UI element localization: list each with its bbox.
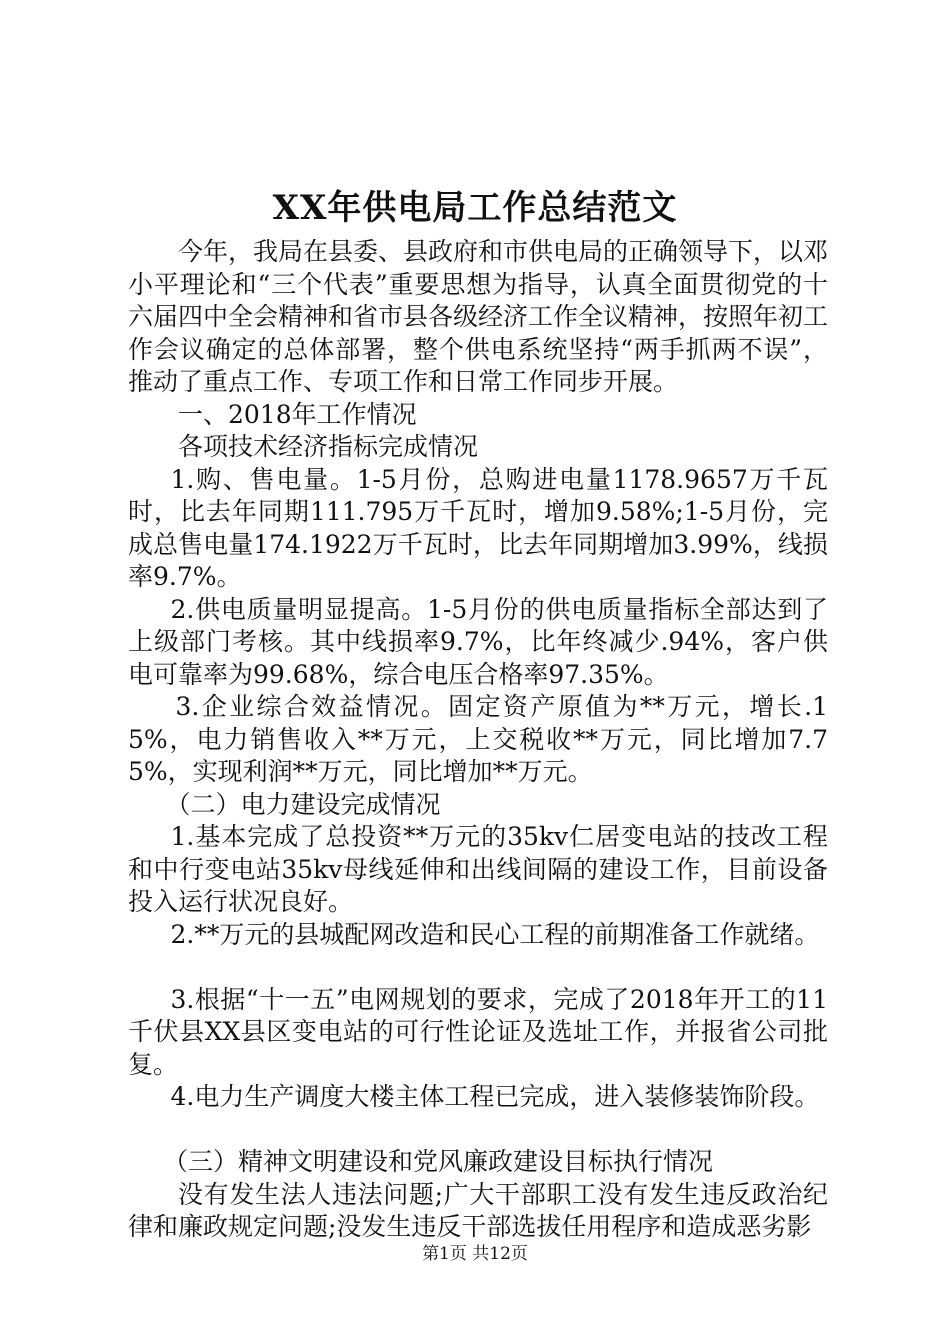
section-heading-work-status: 一、2018年工作情况 bbox=[178, 399, 417, 429]
subsection-heading-indicators: 各项技术经济指标完成情况 bbox=[178, 432, 479, 461]
document-title: XX年供电局工作总结范文 bbox=[272, 188, 678, 228]
paragraph-supply-quality: 2.供电质量明显提高。1-5月份的供电质量指标全部达到了上级部门考核。其中线损率9.7%，比年终减少.94%，客户供电可靠率为99.68%，综合电压合格率97.35%。 bbox=[128, 594, 828, 689]
paragraph-construction-item-1: 1.基本完成了总投资**万元的35kv仁居变电站的技改工程和中行变电站35kv母线延伸和出线间隔的建设工作，目前设备投入运行状况良好。 bbox=[128, 822, 828, 916]
paragraph-integrity-status: 没有发生法人违法问题;广大干部职工没有发生违反政治纪律和廉政规定问题;没发生违反干部选拔任用程序和造成恶劣影 bbox=[128, 1179, 828, 1241]
subsection-heading-civilization-integrity: （三）精神文明建设和党风廉政建设目标执行情况 bbox=[163, 1147, 714, 1176]
paragraph-construction-item-3: 3.根据“十一五”电网规划的要求，完成了2018年开工的11千伏县XX县区变电站的可行性论证及选址工作，并报省公司批复。 bbox=[128, 984, 828, 1079]
paragraph-construction-item-4: 4.电力生产调度大楼主体工程已完成，进入装修装饰阶段。 bbox=[170, 1082, 820, 1111]
page-number-footer: 第1页 共12页 bbox=[422, 1244, 528, 1264]
paragraph-construction-item-2: 2.**万元的县城配网改造和民心工程的前期准备工作就绪。 bbox=[170, 919, 820, 949]
subsection-heading-power-construction: （二）电力建设完成情况 bbox=[165, 789, 441, 819]
paragraph-enterprise-benefits: 3.企业综合效益情况。固定资产原值为**万元，增长.15%，电力销售收入**万元，上交税收**万元，同比增加7.75%，实现利润**万元，同比增加**万元。 bbox=[128, 692, 828, 786]
document-body bbox=[128, 236, 828, 1244]
paragraph-electricity-purchase-sales: 1.购、售电量。1-5月份，总购进电量1178.9657万千瓦时，比去年同期111.795万千瓦时，增加9.58%;1-5月份，完成总售电量174.1922万千瓦时，比去年同期增加3.99%，线损率9.7%。 bbox=[128, 464, 828, 591]
paragraph-intro: 今年，我局在县委、县政府和市供电局的正确领导下，以邓小平理论和“三个代表”重要思想为指导，认真全面贯彻党的十六届四中全会精神和省市县各级经济工作全议精神，按照年初工作会议确定的总体部署，整个供电系统坚持“两手抓两不误”，推动了重点工作、专项工作和日常工作同步开展。 bbox=[128, 237, 829, 396]
